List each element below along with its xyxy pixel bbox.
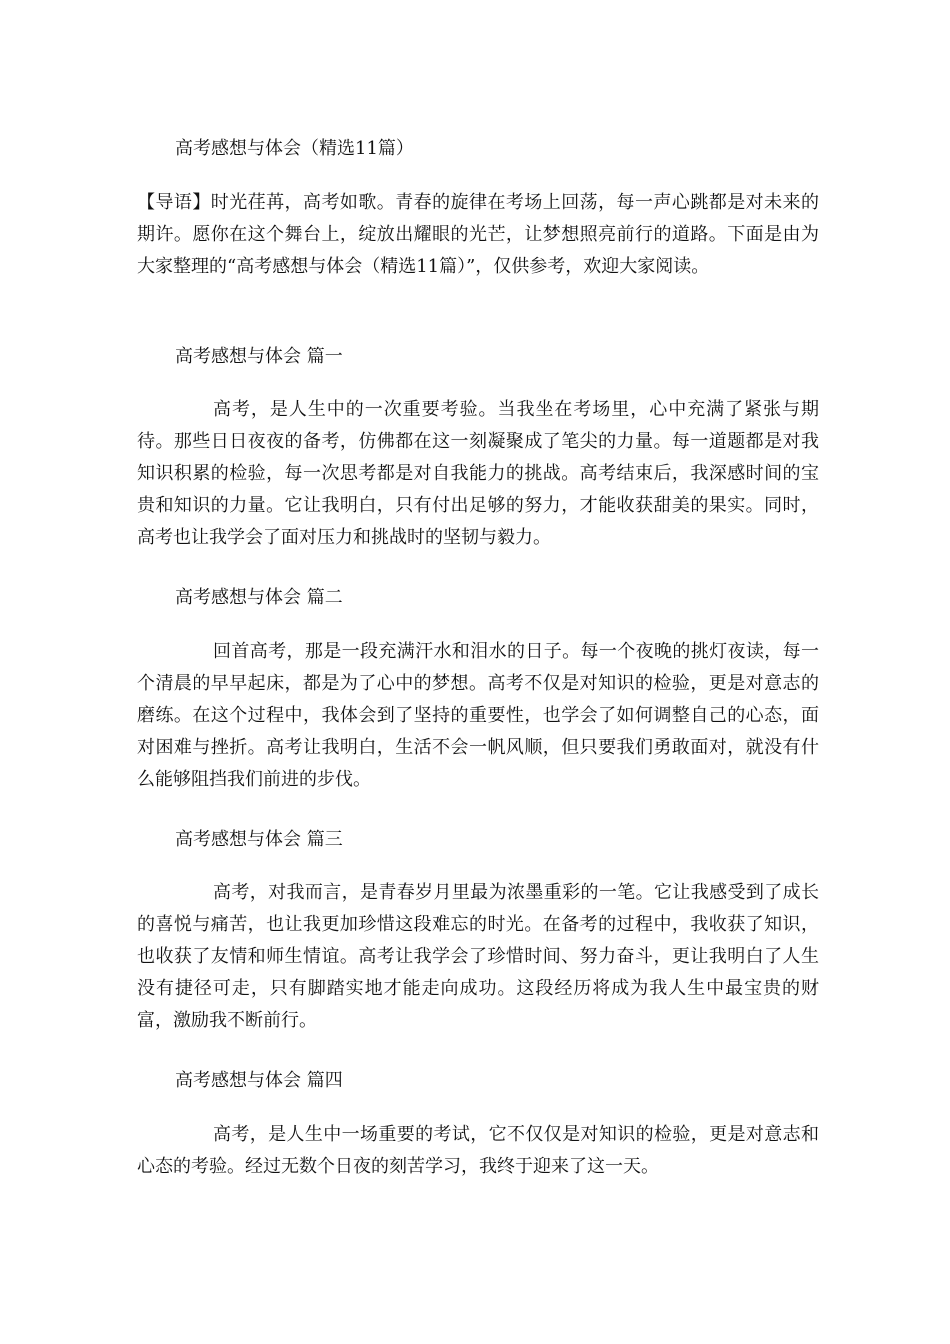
section-heading-2: 高考感想与体会 篇二 bbox=[175, 587, 343, 608]
section-body-3: 高考，对我而言，是青春岁月里最为浓墨重彩的一笔。它让我感受到了成长的喜悦与痛苦，也让我更加珍惜这段难忘的时光。在备考的过程中，我收获了知识，也收获了友情和师生情谊。高考让我学会了珍惜时间、努力奋斗，更让我明白了人生没有捷径可走，只有脚踏实地才能走向成功。这段经历将成为我人生中最宝贵的财富，激励我不断前行。 bbox=[137, 882, 819, 1031]
section-body-4: 高考，是人生中一场重要的考试，它不仅仅是对知识的检验，更是对意志和心态的考验。经过无数个日夜的刻苦学习，我终于迎来了这一天。 bbox=[137, 1124, 819, 1177]
document-title: 高考感想与体会（精选11篇） bbox=[175, 138, 414, 159]
section-body-2: 回首高考，那是一段充满汗水和泪水的日子。每一个夜晚的挑灯夜读，每一个清晨的早早起床，都是为了心中的梦想。高考不仅是对知识的检验，更是对意志的磨练。在这个过程中，我体会到了坚持的重要性，也学会了如何调整自己的心态，面对困难与挫折。高考让我明白，生活不会一帆风顺，但只要我们勇敢面对，就没有什么能够阻挡我们前进的步伐。 bbox=[137, 641, 819, 790]
section-heading-1: 高考感想与体会 篇一 bbox=[175, 346, 343, 367]
section-heading-4: 高考感想与体会 篇四 bbox=[175, 1070, 343, 1091]
section-body-1: 高考，是人生中的一次重要考验。当我坐在考场里，心中充满了紧张与期待。那些日日夜夜的备考，仿佛都在这一刻凝聚成了笔尖的力量。每一道题都是对我知识积累的检验，每一次思考都是对自我能力的挑战。高考结束后，我深感时间的宝贵和知识的力量。它让我明白，只有付出足够的努力，才能收获甜美的果实。同时，高考也让我学会了面对压力和挑战时的坚韧与毅力。 bbox=[137, 399, 819, 548]
intro-paragraph: 【导语】时光荏苒，高考如歌。青春的旋律在考场上回荡，每一声心跳都是对未来的期许。愿你在这个舞台上，绽放出耀眼的光芒，让梦想照亮前行的道路。下面是由为大家整理的“高考感想与体会（精选11篇）”，仅供参考，欢迎大家阅读。 bbox=[137, 192, 819, 277]
section-heading-3: 高考感想与体会 篇三 bbox=[175, 829, 343, 850]
